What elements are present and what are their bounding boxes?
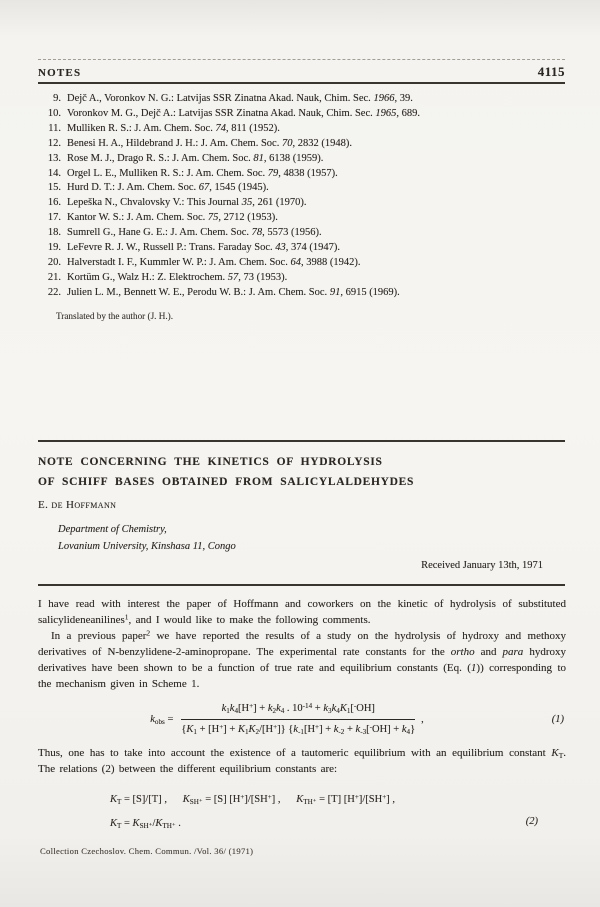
reference-number: 13. (47, 152, 61, 164)
paragraph-2: In a previous paper$^2$ we have reported the results of a study on the hydrolysis of hydroxy and methoxy derivatives of N-benzylidene-2-aminopropane. The experimental rate constants for the ortho and para hydroxy derivatives have been shown to be a function of true rate and equilibrium constants (Eq. (1)) corresponding to the mechanism given in Scheme 1. (38, 628, 567, 690)
page-number: 4115 (537, 64, 565, 79)
article-title-line2: OF SCHIFF BASES OBTAINED FROM SALICYLALDEHYDES (38, 476, 415, 488)
reference-number: 9. (53, 93, 61, 104)
translated-note: Translated by the author (J. H.). (56, 311, 174, 321)
running-header (38, 64, 565, 80)
reference-number: 22. (47, 286, 61, 298)
reference-item (40, 226, 567, 241)
reference-number: 12. (47, 137, 61, 149)
reference-item (40, 196, 567, 211)
affiliation-line2: Lovanium University, Kinshasa 11, Congo (58, 541, 236, 552)
paragraph-3: Thus, one has to take into account the existence of a tautomeric equilibrium with an equilibrium constant $K_T$. The relations (2) between the different equilibrium constants are: (38, 747, 566, 775)
reference-item (40, 122, 567, 137)
received-rule (38, 584, 565, 586)
paragraph-1: I have read with interest the paper of Hoffmann and coworkers on the kinetic of hydrolysis of substituted salicylideneanilines$^1$, and I would like to make the following comments. (38, 598, 566, 626)
reference-text: Orgel L. E., Mulliken R. S.: J. Am. Chem. Soc. 79, 4838 (1957). (67, 167, 338, 179)
reference-item (40, 167, 567, 182)
reference-text: Voronkov M. G., Dejč A.: Latvijas SSR Zinatna Akad. Nauk, Chim. Sec. 1965, 689. (67, 107, 420, 119)
reference-number: 10. (47, 107, 61, 119)
author-name: E. de Hoffmann (38, 499, 117, 511)
article-body (38, 596, 566, 836)
equation-1-trailing-punct: , (421, 713, 424, 725)
reference-text: Halverstadt I. F., Kummler W. P.: J. Am. Chem. Soc. 64, 3988 (1942). (67, 256, 361, 268)
reference-number: 14. (47, 167, 61, 179)
reference-number: 19. (47, 242, 61, 254)
reference-number: 11. (48, 122, 61, 134)
reference-text: Julien L. M., Bennett W. E., Perodu W. B.: J. Am. Chem. Soc. 91, 6915 (1969). (67, 286, 400, 298)
reference-number: 16. (47, 197, 61, 209)
affiliation (58, 521, 236, 555)
reference-item (40, 181, 567, 196)
article-separator-rule (38, 440, 565, 442)
equation-2-line2: $K_T = K_{SH^+}/K_{TH^+}$ . (110, 818, 181, 830)
equation-1-fraction (181, 701, 415, 738)
reference-item (40, 271, 567, 286)
reference-text: Benesi H. A., Hildebrand J. H.: J. Am. Chem. Soc. 70, 2832 (1948). (67, 137, 352, 149)
equation-2-number: (2) (525, 816, 538, 827)
reference-item (40, 152, 567, 167)
equation-1-number: (1) (551, 713, 564, 725)
equation-1-denominator: $\{K_1 + [H^+] + K_1K_2/[H^+]\} \{k_{-1}[H^+] + k_{-2} + k_{-3}[^-OH] + k_4\}$ (181, 722, 416, 736)
reference-item (40, 92, 567, 107)
reference-text: LeFevre R. J. W., Russell P.: Trans. Faraday Soc. 43, 374 (1947). (67, 242, 341, 254)
article-title (38, 452, 565, 492)
reference-item (40, 107, 567, 122)
reference-number: 18. (47, 227, 61, 239)
affiliation-line1: Department of Chemistry, (58, 524, 167, 535)
section-label: NOTES (38, 67, 82, 79)
article-title-line1: NOTE CONCERNING THE KINETICS OF HYDROLYSIS (38, 456, 383, 468)
reference-text: Dejč A., Voronkov N. G.: Latvijas SSR Zinatna Akad. Nauk, Chim. Sec. 1966, 39. (67, 93, 413, 104)
reference-list (40, 92, 567, 301)
reference-text: Hurd D. T.: J. Am. Chem. Soc. 67, 1545 (1945). (67, 182, 269, 194)
reference-text: Kortüm G., Walz H.: Z. Elektrochem. 57, 73 (1953). (67, 271, 288, 283)
reference-item (40, 241, 567, 256)
reference-item (40, 256, 567, 271)
reference-number: 17. (47, 212, 61, 224)
equation-2-line1: $K_T = [S]/[T]$ , $K_{SH^+} = [S]$ [H+]/[SH+] , $K_{TH^+} = [T]$ [H+]/[SH+] , (110, 792, 395, 806)
equation-1 (38, 701, 564, 738)
reference-text: Mulliken R. S.: J. Am. Chem. Soc. 74, 811 (1952). (67, 122, 280, 134)
reference-item (40, 137, 567, 152)
reference-number: 21. (47, 271, 61, 283)
equation-1-lhs: $k_{obs}$ = (150, 713, 174, 726)
header-rule (38, 82, 565, 84)
reference-item (40, 286, 567, 301)
reference-text: Lepeška N., Chvalovsky V.: This Journal 35, 261 (1970). (67, 197, 307, 209)
reference-text: Sumrell G., Hane G. E.: J. Am. Chem. Soc. 78, 5573 (1956). (67, 227, 322, 239)
reference-number: 20. (47, 256, 61, 268)
reference-text: Kantor W. S.: J. Am. Chem. Soc. 75, 2712 (1953). (67, 212, 278, 224)
journal-footer: Collection Czechoslov. Chem. Commun. /Vol. 36/ (1971) (40, 846, 254, 856)
reference-text: Rose M. J., Drago R. S.: J. Am. Chem. Soc. 81, 6138 (1959). (67, 152, 324, 164)
reference-item (40, 211, 567, 226)
top-faint-rule (38, 59, 565, 60)
reference-number: 15. (47, 182, 61, 194)
equation-2 (110, 788, 566, 836)
received-date: Received January 13th, 1971 (421, 560, 543, 571)
equation-1-numerator: $k_1k_4[H^+] + k_2k_4$ . $10^{-14} + k_3k_4K_1[^-OH]$ (181, 701, 415, 720)
